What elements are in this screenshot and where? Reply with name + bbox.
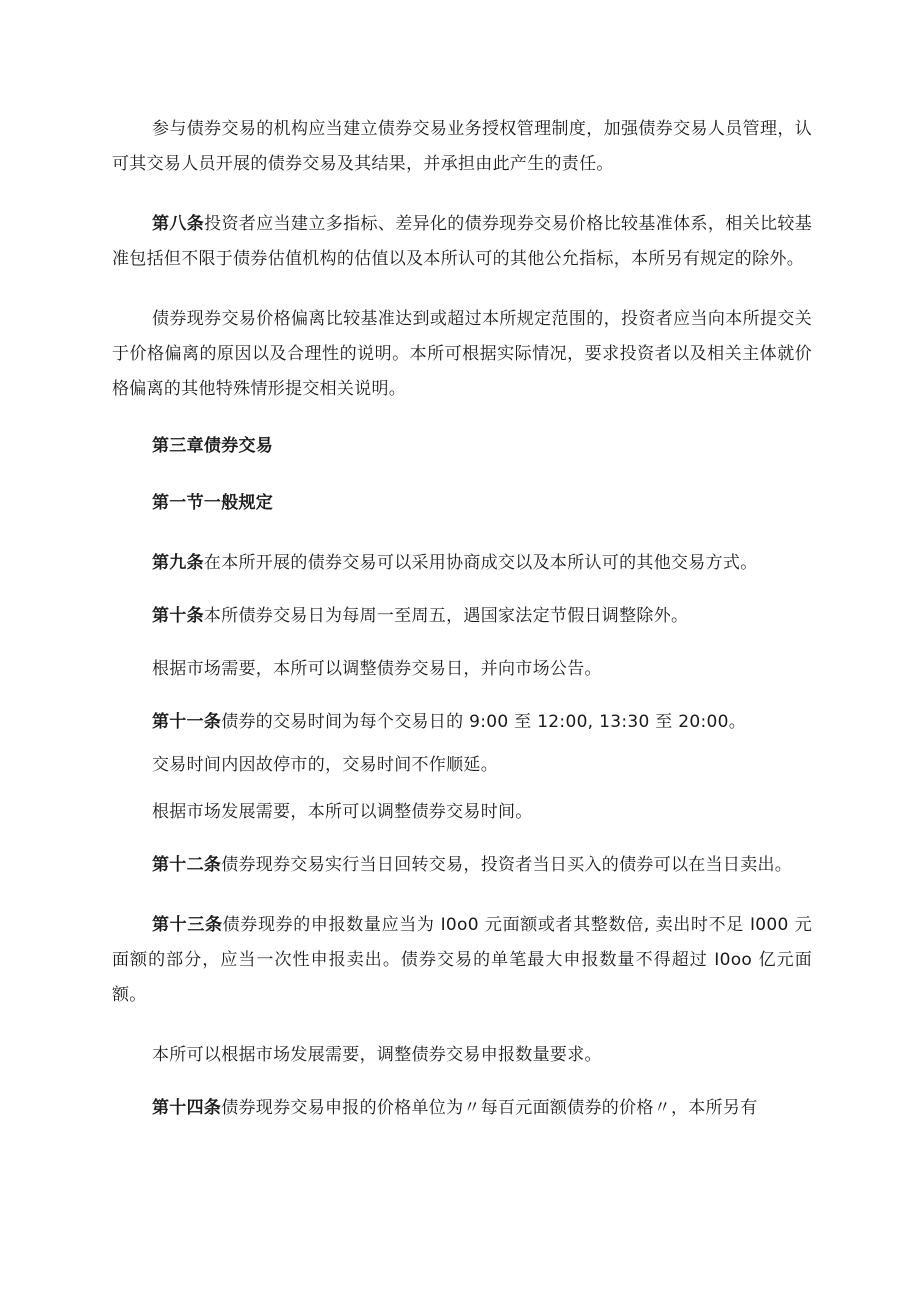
article-text: 投资者应当建立多指标、差异化的债券现券交易价格比较基准体系，相关比较基准包括但不限于债券估值机构的估值以及本所认可的其他公允指标，本所另有规定的除外。 [112, 214, 813, 269]
paragraph-text: 参与债券交易的机构应当建立债券交易业务授权管理制度，加强债券交易人员管理，认可其交易人员开展的债券交易及其结果，并承担由此产生的责任。 [112, 119, 812, 174]
article-text: 债券现券交易实行当日回转交易，投资者当日买入的债券可以在当日卖出。 [221, 855, 793, 875]
article-text: 债券的交易时间为每个交易日的 9:00 至 12:00, 13:30 至 20:00。 [221, 712, 747, 732]
paragraph-text: 债券现券交易价格偏离比较基准达到或超过本所规定范围的，投资者应当向本所提交关于价格偏离的原因以及合理性的说明。本所可根据实际情况，要求投资者以及相关主体就价格偏离的其他特殊情形提交相关说明。 [112, 309, 812, 399]
article-number: 第十条 [152, 606, 204, 626]
section-heading [112, 486, 812, 521]
paragraph-adjust-day [112, 652, 812, 687]
article-11 [112, 705, 812, 740]
article-number: 第十三条 [152, 915, 223, 935]
paragraph-adjust-time [112, 795, 812, 830]
article-number: 第十四条 [152, 1098, 222, 1118]
paragraph-authorization [112, 112, 812, 182]
article-text: 本所债券交易日为每周一至周五，遇国家法定节假日调整除外。 [203, 606, 689, 626]
paragraph-text: 根据市场需要，本所可以调整债券交易日，并向市场公告。 [152, 659, 602, 679]
article-number: 第十一条 [152, 712, 222, 732]
paragraph-halt [112, 748, 812, 783]
paragraph-text: 本所可以根据市场发展需要，调整债券交易申报数量要求。 [152, 1045, 602, 1065]
article-number: 第十二条 [152, 855, 222, 875]
paragraph-text: 交易时间内因故停市的，交易时间不作顺延。 [152, 755, 498, 775]
article-text: 在本所开展的债券交易可以采用协商成交以及本所认可的其他交易方式。 [203, 553, 758, 573]
paragraph-text: 根据市场发展需要，本所可以调整债券交易时间。 [152, 802, 533, 822]
article-text: 债券现券的申报数量应当为 I0o0 元面额或者其整数倍, 卖出时不足 I000 元面额的部分，应当一次性申报卖出。债券交易的单笔最大申报数量不得超过 I0oo 亿元面额。 [112, 915, 812, 1005]
article-13 [112, 908, 812, 1013]
article-10 [112, 599, 812, 634]
article-14 [112, 1091, 812, 1126]
document-page [112, 112, 812, 1126]
article-text: 债券现券交易申报的价格单位为〃每百元面额债券的价格〃，本所另有 [221, 1098, 758, 1118]
article-12 [112, 848, 812, 883]
chapter-heading [112, 429, 812, 464]
paragraph-adjust-quantity [112, 1038, 812, 1073]
paragraph-price-deviation [112, 302, 812, 407]
section-title: 第一节一般规定 [152, 493, 274, 513]
article-number: 第八条 [152, 214, 205, 234]
article-number: 第九条 [152, 553, 204, 573]
article-9 [112, 546, 812, 581]
chapter-title: 第三章债券交易 [152, 436, 274, 456]
article-8 [112, 207, 812, 277]
